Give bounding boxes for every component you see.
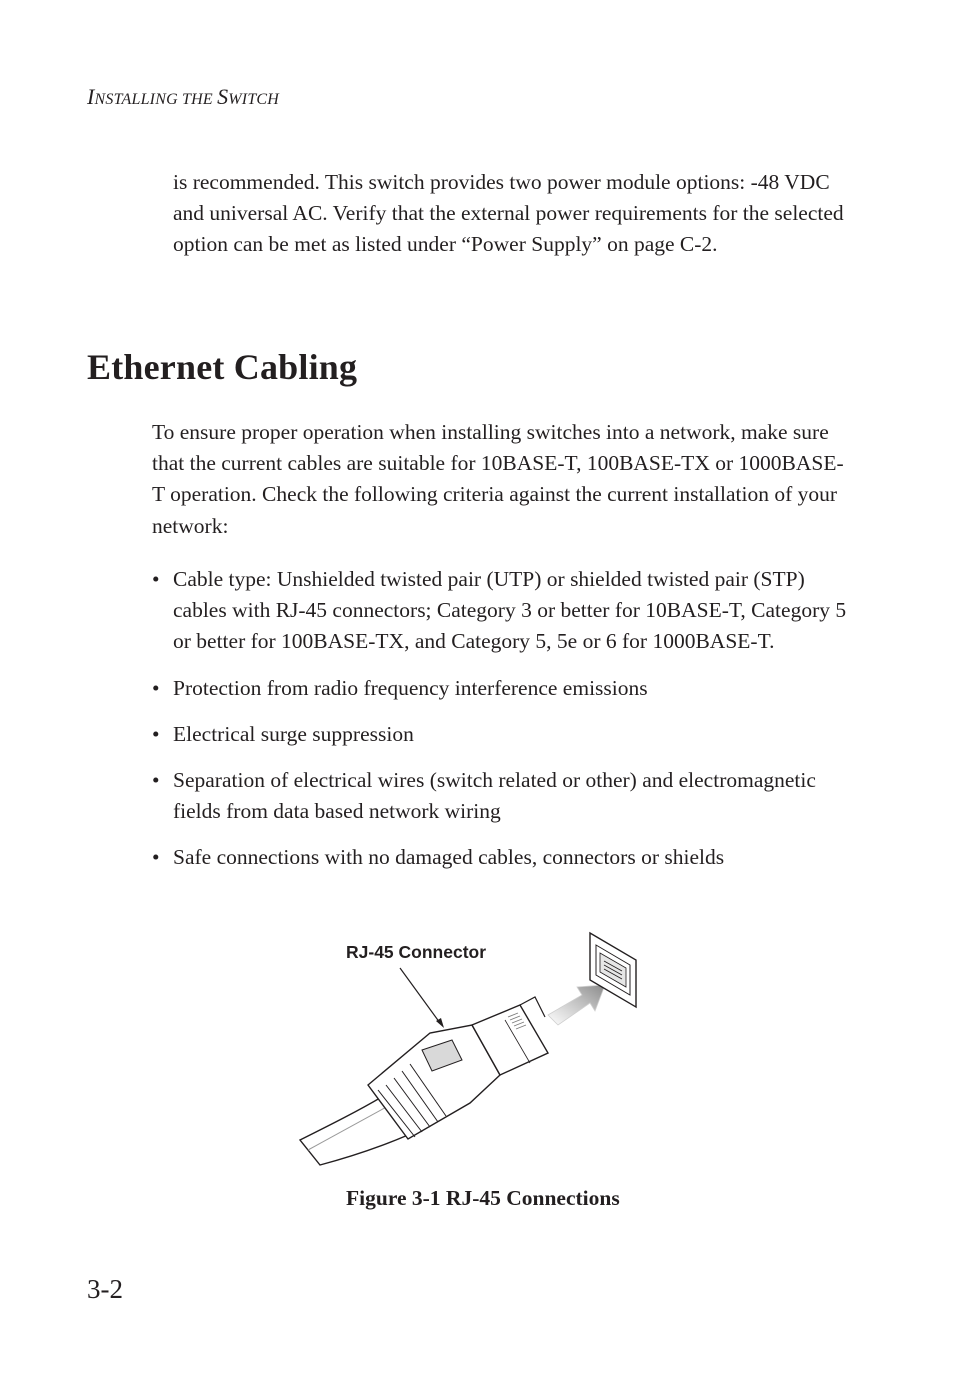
bullet-glyph: • xyxy=(152,768,160,793)
list-item-text: Safe connections with no damaged cables, connectors or shields xyxy=(173,845,725,870)
header-smallcaps-1: NSTALLING THE xyxy=(94,91,218,108)
header-initial-s: S xyxy=(217,84,229,109)
list-item xyxy=(152,719,862,750)
list-item xyxy=(152,765,862,827)
running-header xyxy=(87,84,279,110)
figure-caption: Figure 3-1 RJ-45 Connections xyxy=(346,1186,620,1210)
leader-line xyxy=(400,968,444,1028)
list-item-text: Electrical surge suppression xyxy=(173,721,414,746)
rj45-connector-illustration xyxy=(290,925,650,1170)
list-item-text: Separation of electrical wires (switch related or other) and electromagnetic fields from data based network wiring xyxy=(173,768,816,824)
section-paragraph: To ensure proper operation when installing switches into a network, make sure that the current cables are suitable for 10BASE-T, 100BASE-TX or 1000BASE-T operation. Check the following criteria against the current installation of your network: xyxy=(152,420,844,538)
list-item xyxy=(152,673,862,704)
criteria-list xyxy=(152,564,862,889)
figure-label: RJ-45 Connector xyxy=(346,942,487,962)
list-item xyxy=(152,842,862,873)
bullet-glyph: • xyxy=(152,721,160,746)
bullet-glyph: • xyxy=(152,567,160,591)
intro-paragraph: is recommended. This switch provides two power module options: -48 VDC and universal AC. Verify that the external power requirements for the selected option can be met as listed under “Power Supply” on page C-2. xyxy=(173,170,844,257)
page-number: 3-2 xyxy=(87,1274,123,1304)
list-item-text: Cable type: Unshielded twisted pair (UTP) or shielded twisted pair (STP) cables with RJ-45 connectors; Category 3 or better for 10BASE-T, Category 5 or better for 100BASE-TX, and Category 5, 5e or 6 for 1000BASE-T. xyxy=(173,567,847,654)
list-item-text: Protection from radio frequency interference emissions xyxy=(173,675,648,700)
insertion-arrow xyxy=(548,985,605,1025)
bullet-glyph: • xyxy=(152,845,160,870)
section-heading: Ethernet Cabling xyxy=(87,347,358,387)
header-initial-i: I xyxy=(87,84,95,109)
header-smallcaps-2: WITCH xyxy=(228,91,280,108)
bullet-glyph: • xyxy=(152,675,160,700)
list-item xyxy=(152,564,862,658)
